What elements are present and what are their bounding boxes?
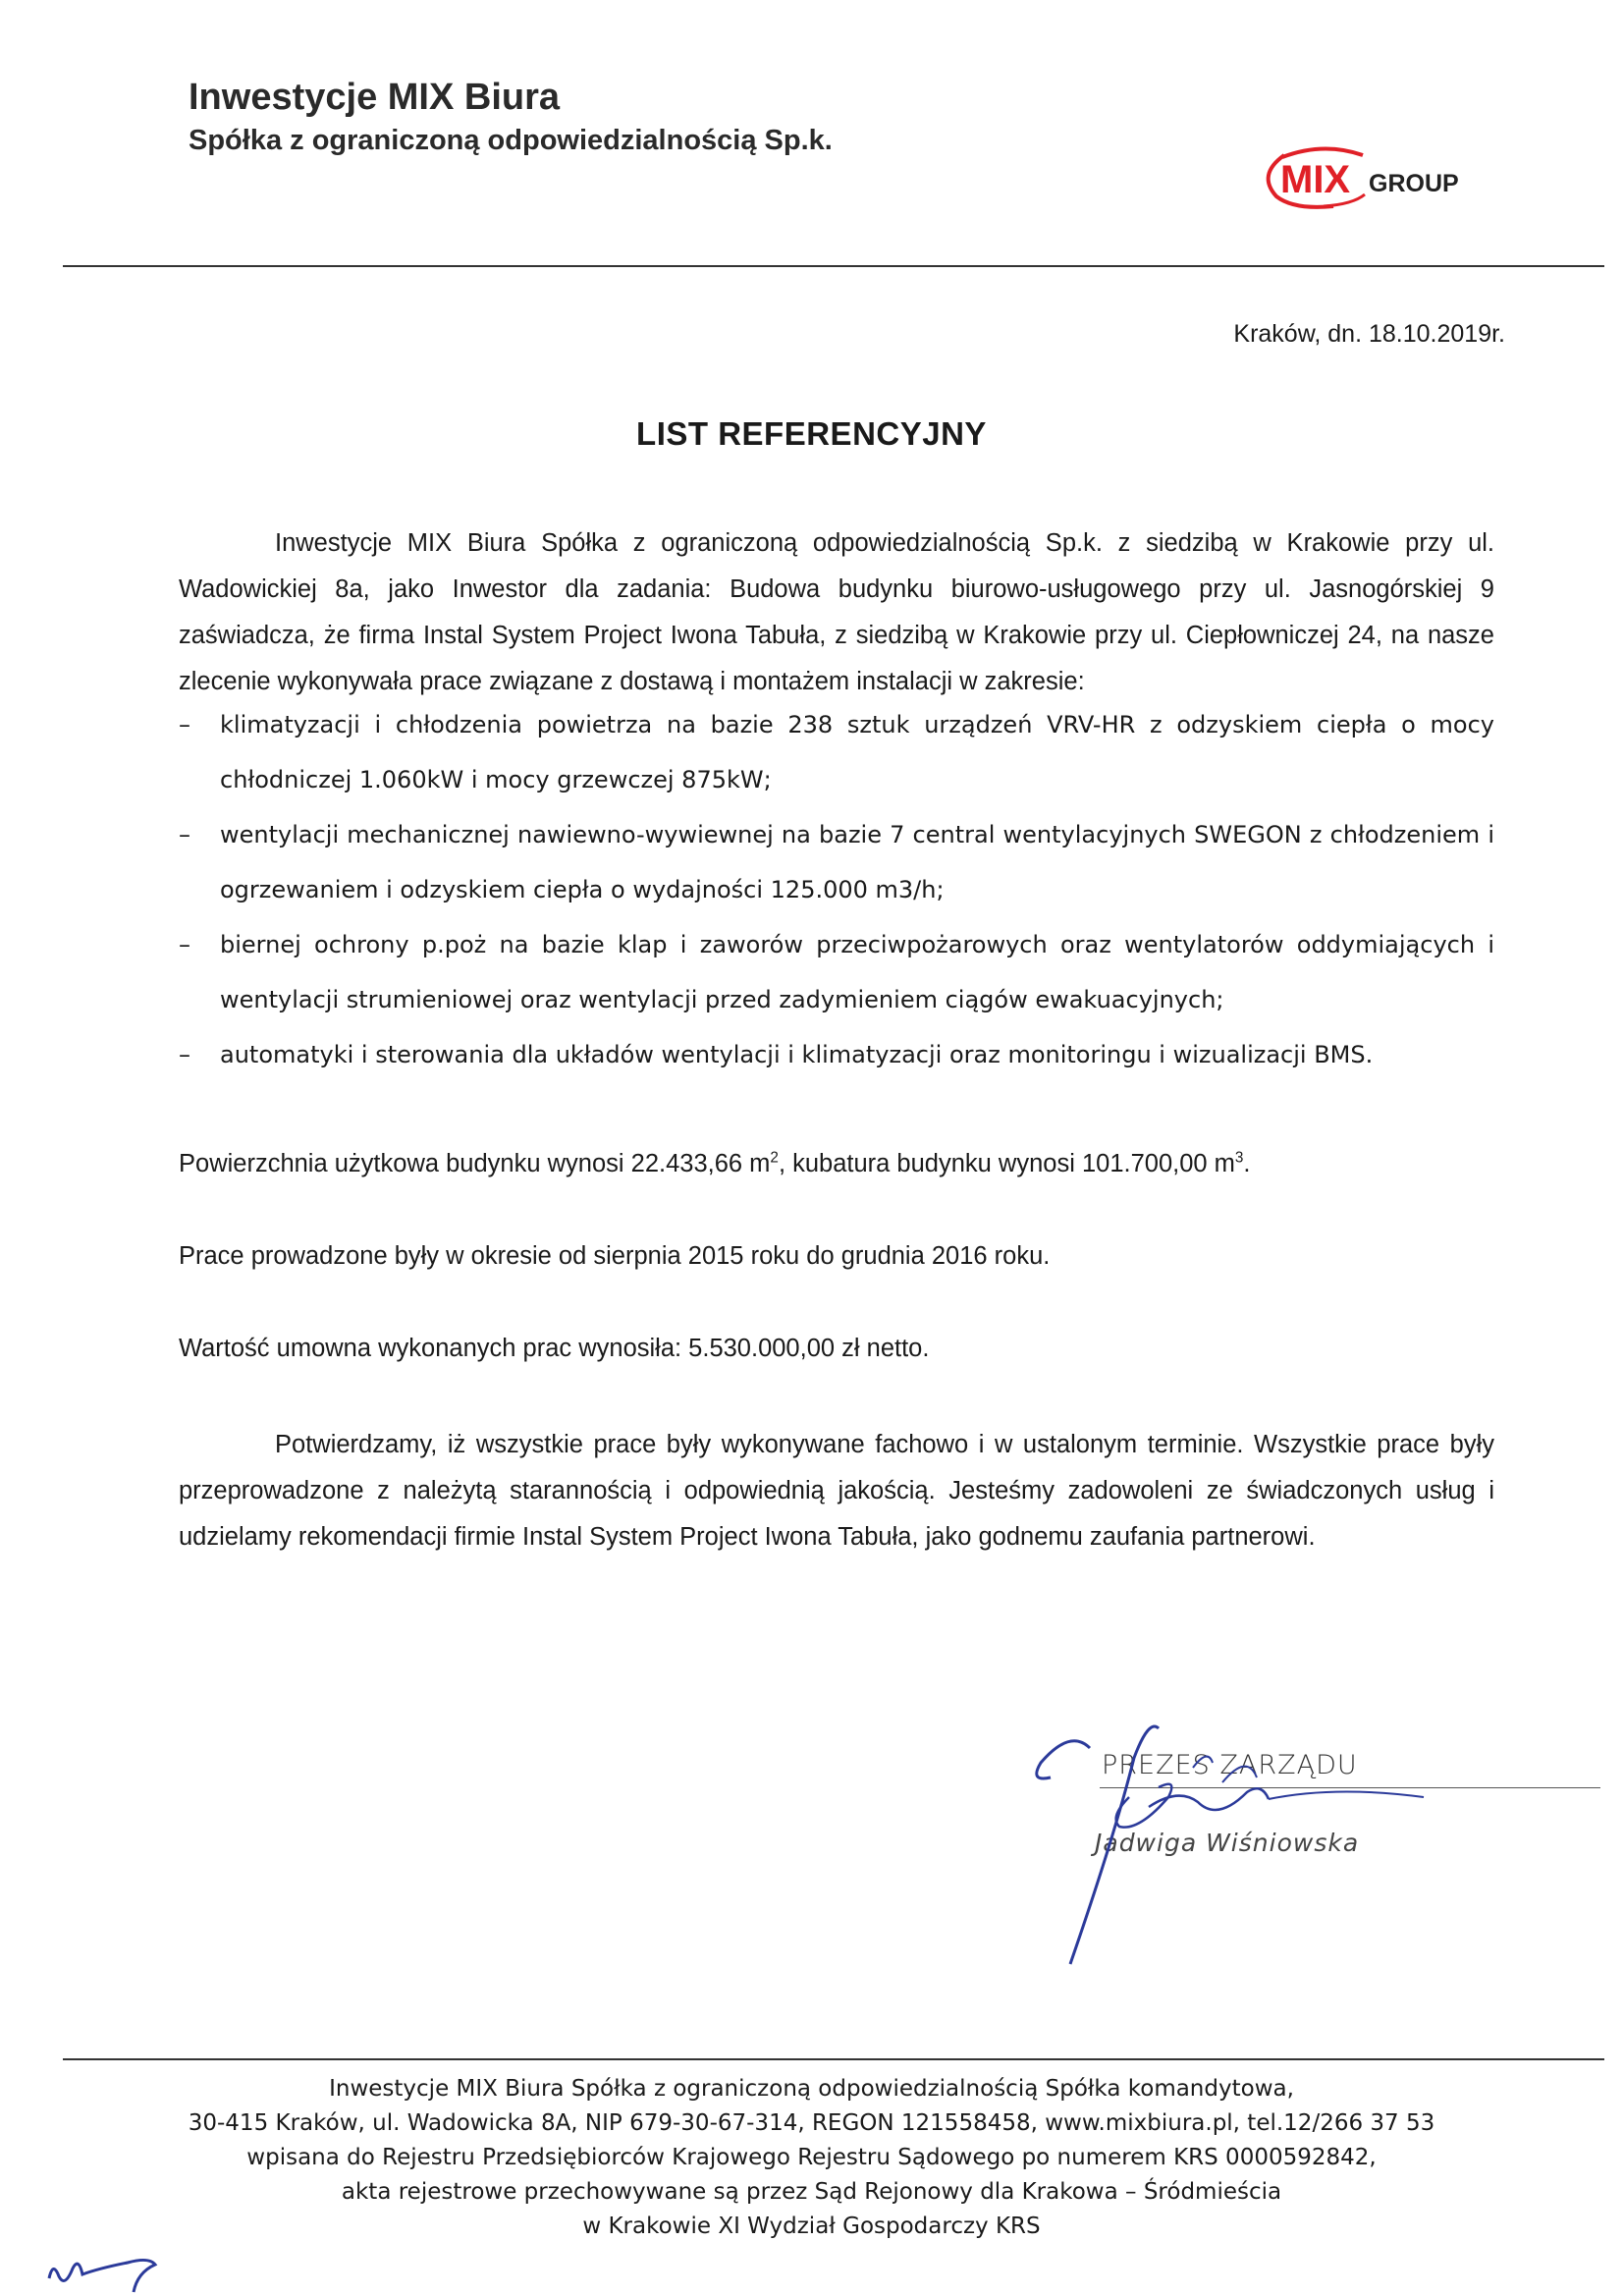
signatory-title: PREZES ZARZĄDU: [1102, 1750, 1358, 1780]
closing-paragraph: Potwierdzamy, iż wszystkie prace były wykonywane fachowo i w ustalonym terminie. Wszystkie prace były przeprowadzone z należytą starannością i odpowiednią jakością. Jesteśmy zadowoleni ze świadczonych usług i udzielamy rekomendacji firmie Instal System Project Iwona Tabuła, jako godnemu zaufania partnerowi.: [179, 1431, 1494, 1551]
list-item: [179, 1027, 1494, 1082]
logo-mix-text: MIX: [1280, 158, 1351, 201]
contract-value-paragraph: Wartość umowna wykonanych prac wynosiła: 5.530.000,00 zł netto.: [179, 1335, 930, 1362]
logo-swoosh-top: [1282, 148, 1363, 157]
company-footer: [0, 2072, 1623, 2244]
area-superscript-2: 2: [770, 1149, 779, 1167]
footer-line: akta rejestrowe przechowywane są przez Sąd Rejonowy dla Krakowa – Śródmieścia: [341, 2179, 1282, 2205]
area-volume-text: , kubatura budynku wynosi 101.700,00 m: [778, 1150, 1235, 1177]
company-legal-form: Spółka z ograniczoną odpowiedzialnością Sp.k.: [189, 125, 833, 156]
mix-group-logo: [1255, 145, 1510, 214]
date-line: Kraków, dn. 18.10.2019r.: [1233, 320, 1505, 348]
footer-line: wpisana do Rejestru Przedsiębiorców Krajowego Rejestru Sądowego po numerem KRS 0000592842,: [246, 2145, 1377, 2170]
area-superscript-3: 3: [1234, 1149, 1244, 1167]
list-dash: –: [179, 711, 190, 738]
footer-divider: [63, 2058, 1604, 2060]
company-name: Inwestycje MIX Biura: [189, 77, 561, 118]
list-item-text: wentylacji mechanicznej nawiewno-wywiewnej na bazie 7 central wentylacyjnych SWEGON z chłodzeniem i ogrzewaniem i odzyskiem ciepła o wydajności 125.000 m3/h;: [220, 821, 1494, 903]
area-paragraph: [179, 1141, 1494, 1187]
footer-line: Inwestycje MIX Biura Spółka z ograniczoną odpowiedzialnością Spółka komandytowa,: [329, 2076, 1294, 2102]
list-item-text: automatyki i sterowania dla układów wentylacji i klimatyzacji oraz monitoringu i wizualizacji BMS.: [220, 1041, 1374, 1068]
intro-paragraph: Inwestycje MIX Biura Spółka z ograniczoną odpowiedzialnością Sp.k. z siedzibą w Krakowie przy ul. Wadowickiej 8a, jako Inwestor dla zadania: Budowa budynku biurowo-usługowego przy ul. Jasnogórskiej 9 zaświadcza, że firma Instal System Project Iwona Tabuła, z siedzibą w Krakowie przy ul. Ciepłowniczej 24, na nasze zlecenie wykonywała prace związane z dostawą i montażem instalacji w zakresie:: [179, 529, 1494, 695]
list-item: [179, 917, 1494, 1027]
area-usable-text: Powierzchnia użytkowa budynku wynosi 22.433,66 m: [179, 1150, 771, 1177]
period-paragraph: Prace prowadzone były w okresie od sierpnia 2015 roku do grudnia 2016 roku.: [179, 1242, 1051, 1270]
scope-list: [179, 697, 1494, 1082]
signatory-name: Jadwiga Wiśniowska: [1095, 1829, 1360, 1857]
list-item: [179, 807, 1494, 917]
list-dash: –: [179, 821, 190, 848]
list-item-text: klimatyzacji i chłodzenia powietrza na bazie 238 sztuk urządzeń VRV-HR z odzyskiem ciepła o mocy chłodniczej 1.060kW i mocy grzewczej 875kW;: [220, 711, 1494, 793]
document-title: LIST REFERENCYJNY: [636, 415, 987, 452]
list-item-text: biernej ochrony p.poż na bazie klap i zaworów przeciwpożarowych oraz wentylatorów oddymiających i wentylacji strumieniowej oraz wentylacji przed zadymieniem ciągów ewakuacyjnych;: [220, 931, 1494, 1013]
area-suffix: .: [1243, 1150, 1251, 1177]
initials-signature: [39, 2239, 167, 2296]
handwritten-signature: [1011, 1709, 1434, 1974]
footer-line: 30-415 Kraków, ul. Wadowicka 8A, NIP 679-30-67-314, REGON 121558458, www.mixbiura.pl, tel.12/266 37 53: [188, 2110, 1435, 2136]
footer-line: w Krakowie XI Wydział Gospodarczy KRS: [582, 2214, 1041, 2239]
list-dash: –: [179, 1041, 190, 1068]
logo-group-text: GROUP: [1369, 170, 1459, 197]
list-item: [179, 697, 1494, 807]
header-divider: [63, 265, 1604, 267]
list-dash: –: [179, 931, 190, 958]
